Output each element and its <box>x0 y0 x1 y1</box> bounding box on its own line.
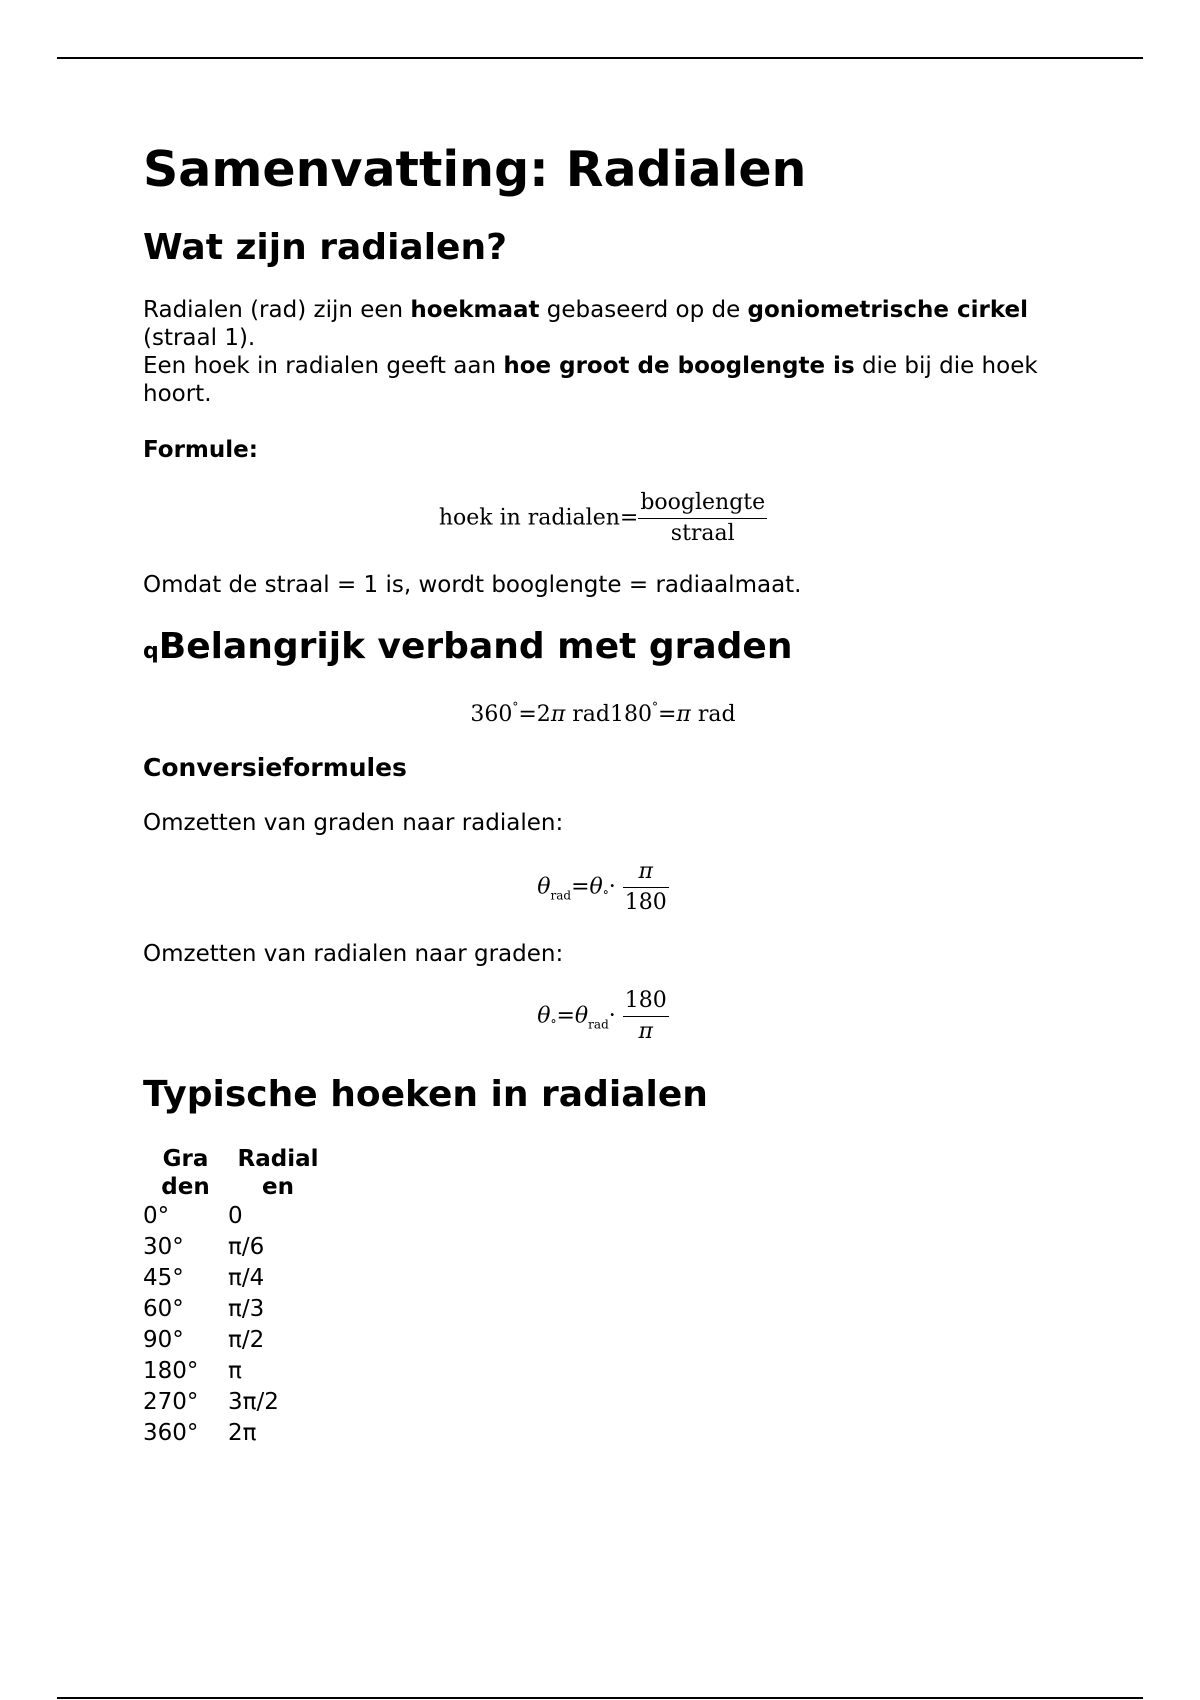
table-row: 0° 0 <box>143 1203 243 1229</box>
page-title: Samenvatting: Radialen <box>143 141 807 198</box>
radius-note: Omdat de straal = 1 is, wordt booglengte = radiaalmaat. <box>143 572 802 598</box>
section-heading-conversion: Conversieformules <box>143 753 407 782</box>
fraction: $\frac{\text{booglengte}}{\text{straal}}$ <box>640 490 766 546</box>
bottom-rule <box>57 1697 1143 1699</box>
table-header-row <box>143 1145 328 1201</box>
rad-to-deg-formula: $\theta^\circ=\theta_{rad}\cdot$ $\frac{180}{\pi}$ <box>537 988 667 1044</box>
table-row: 90° π/2 <box>143 1327 265 1353</box>
degrees-radians-equation: 360°=2π rad180°=π rad <box>470 700 736 727</box>
deg-to-rad-label: Omzetten van graden naar radialen: <box>143 810 564 836</box>
section-heading-relation-degrees: qBelangrijk verband met graden <box>143 626 793 667</box>
angles-table <box>143 1145 328 1449</box>
definition-paragraph: Een hoek in radialen geeft aan hoe groot de booglengte is die bij die hoek hoort. <box>143 353 1038 407</box>
rad-to-deg-label: Omzetten van radialen naar graden: <box>143 941 564 967</box>
table-row: 360° 2π <box>143 1420 257 1446</box>
column-header-degrees: Graden <box>161 1146 210 1200</box>
deg-to-rad-formula: $\theta_{rad}=\theta^\circ\cdot$ $\frac{\pi}{180}$ <box>537 859 667 915</box>
section-heading-what-are-radians: Wat zijn radialen? <box>143 227 507 268</box>
document-body <box>143 140 1063 1449</box>
radian-definition-formula: hoek in radialen= $\frac{\text{booglengte}}{\text{straal}}$ <box>438 490 766 546</box>
table-row: 45° π/4 <box>143 1265 265 1291</box>
fraction: $\frac{\pi}{180}$ <box>624 859 667 915</box>
table-row: 180° π <box>143 1358 242 1384</box>
column-header-radians: Radialen <box>237 1146 319 1200</box>
table-row: 60° π/3 <box>143 1296 265 1322</box>
intro-paragraph: Radialen (rad) zijn een hoekmaat gebaseerd op de goniometrische cirkel (straal 1). <box>143 297 1028 351</box>
fraction: $\frac{180}{\pi}$ <box>624 988 667 1044</box>
top-rule <box>57 57 1143 59</box>
table-row: 30° π/6 <box>143 1234 265 1260</box>
section-heading-typical-angles: Typische hoeken in radialen <box>143 1074 708 1115</box>
formula-label: Formule: <box>143 437 258 463</box>
table-row: 270° 3π/2 <box>143 1389 279 1415</box>
